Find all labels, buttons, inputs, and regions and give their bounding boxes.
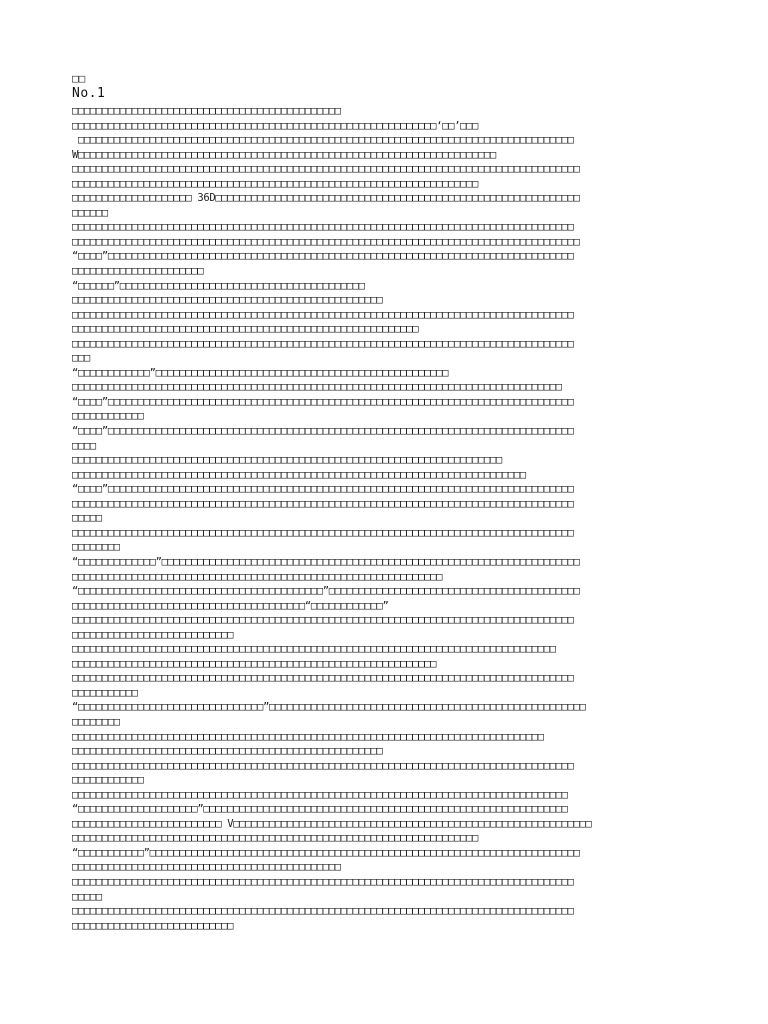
- text-line: □□□□□□□□□□□□□□□□□□□□□□□□□□□□□□□□□□□□□□□□□□□□□□□□□□□□□□□□□□□□□□□□□□□□□□□□□□□□□□□□□□□□: [72, 337, 574, 350]
- text-line: “□□□□□□□□□□□□□□□□□□□□”□□□□□□□□□□□□□□□□□□□□□□□□□□□□□□□□□□□□□□□□□□□□□□□□□□□□□□□□□□□□□: [72, 803, 568, 816]
- text-line: □□□□□□□□□□□□□□□□□□□□□□□□□□□□□□□□□□□□□□□□□□□□□□□□□□□□□□□□□□□□□□□□□□□□□□□□□□□□□□□□□□□□: [72, 308, 574, 321]
- text-line: □□□□□□□□□□□□□□□□□□□□□□□□□□□□□□□□□□□□□□□□□□□□□□□□□□□□□□□□□□□□□□□□□□□□□□□□□□□□□□□□□□□□: [72, 875, 574, 888]
- text-line: □□□□□□□□□□□□□□□□□□□□□□□□□□□□□□□□□□□□□□□□□□□□□□□□□□□□□□□□□□□□□□□□□□□□□□□□□□□□□□□□□□□□□: [72, 163, 580, 176]
- text-line: □□□□□□□□□□□□□□□□□□□□□□□□□□□□□□□□□□□□□□□“□□□□□□□□□□□□”: [72, 599, 389, 612]
- text-line: □□□□□□□□□□□: [72, 686, 138, 699]
- text-line: □□□□□: [72, 512, 102, 525]
- text-line: □□□□□□□□□□□□□□□□□□□□□□: [72, 265, 204, 278]
- text-line: “□□□□□□□□□□□□”□□□□□□□□□□□□□□□□□□□□□□□□□□□□□□□□□□□□□□□□□□□□□□□□□: [72, 366, 449, 379]
- text-line: □□□□□□□□□□□□: [72, 774, 144, 787]
- text-line: □□□□□□□□□□□□□□□□□□□□□□□□□□□□□□□□□□□□□□□□□□□□□□□□□□□□: [72, 294, 383, 307]
- text-line: □□□□□□□□□□□□□□□□□□□□□□□□□□□□□□□□□□□□□□□□□□□□□□□□□□□□□□□□□□□□□□: [72, 570, 443, 583]
- text-line: □□□□□□□□□□□□□□□□□□□□□□□□□□□□□□□□□□□□□□□□□□□□□□□□□□□□□□□□□□□□□□□□□□□□□□□□□□□□□□□□□□□□: [72, 759, 574, 772]
- text-line: □□□□□□□□: [72, 715, 120, 728]
- text-line: □□□□□□□□□□□□□□□□□□□□□□□□□□□□□□□□□□□□□□□□□□□□□□□□□□□□□□□□□□: [72, 323, 419, 336]
- document-number: No.1: [72, 86, 106, 101]
- text-line: □□□□□□□□□□□□□□□□□□□□□□□□□□□□□□□□□□□□□□□□□□□□□□□□□□□□□□□□□□□□□□□□□□□□□□□□□□□□□□□□□□□: [72, 788, 568, 801]
- text-line: □□□□□□□□□□□□□□□□□□□□□□□□□□□□□□□□□□□□□□□□□□□□□□□□□□□□: [72, 745, 383, 758]
- text-line: “□□□□□□□□□□□”□□□□□□□□□□□□□□□□□□□□□□□□□□□□□□□□□□□□□□□□□□□□□□□□□□□□□□□□□□□□□□□□□□□□□□□□: [72, 846, 580, 859]
- text-line: □□□□: [72, 439, 96, 452]
- text-line: □□□□□□□□□□□□□□□□□□□□□□□□□□□□□□□□□□□□□□□□□□□□□□□□□□□□□□□□□□□□□: [72, 657, 437, 670]
- text-line: □□□□□□□□□□□□□□□□□□□□□□□□□□□□□□□□□□□□□□□□□□□□□□□□□□□□□□□□□□□□□□□□□□□□□□□□□□□□□□□□□□□□: [72, 221, 574, 234]
- text-line: □□□□□□□□□□□□□□□□□□□□□□□□□□□□□□□□□□□□□□□□□□□□□□□□□□□□□□□□□□□□□□□□□□□□□□□□□□□□: [72, 468, 526, 481]
- text-line: □□□□□□□□□□□□□□□□□□□□□□□□□□□□□□□□□□□□□□□□□□□□□□□□□□□□□□□□□□□□□□□□□□□□□□□□□□□□□□□□□□□□: [72, 526, 574, 539]
- document-header: □□: [72, 72, 86, 85]
- document-body: [72, 104, 712, 933]
- text-line: “□□□□□□□□□□□□□□□□□□□□□□□□□□□□□□□□□□□□□□□□□”□□□□□□□□□□□□□□□□□□□□□□□□□□□□□□□□□□□□□□□□□□: [72, 585, 580, 598]
- text-line: “□□□□”□□□□□□□□□□□□□□□□□□□□□□□□□□□□□□□□□□□□□□□□□□□□□□□□□□□□□□□□□□□□□□□□□□□□□□□□□□□□□□: [72, 250, 574, 263]
- text-line: □□□□□□□□□□□□□□□□□□□□□□□□□□□□□□□□□□□□□□□□□□□□□: [72, 861, 341, 874]
- text-line: □□□□□□□□□□□□□□□□□□□□□□□□□□□□□□□□□□□□□□□□□□□□□□□□□□□□□□□□□□□□□□□□□□□□□□□□□□□□□□□□□□: [72, 381, 562, 394]
- text-line: □□□□□□□□□□□□□□□□□□□□□□□□□□□□□□□□□□□□□□□□□□□□□□□□□□□□□□□□□□□□□□□□□□□□□□□□□□□□□□□□□□□□□: [72, 235, 580, 248]
- text-line: □□□□□□□□□□□□□□□□□□□□□□□□□□□□□□□□□□□□□□□□□□□□□□□□□□□□□□□□□□□□□□□□□□□□□□□□□□□□□□□□□: [72, 643, 556, 656]
- text-line: □□□□□□□□□□□□□□□□□□□□□□□□□ V□□□□□□□□□□□□□□□□□□□□□□□□□□□□□□□□□□□□□□□□□□□□□□□□□□□□□□□□□□□□: [72, 817, 592, 830]
- text-line: □□□□□□□□□□□□□□□□□□□□ 36D□□□□□□□□□□□□□□□□□□□□□□□□□□□□□□□□□□□□□□□□□□□□□□□□□□□□□□□□□□□□□: [72, 192, 580, 205]
- text-line: □□□□□□□□: [72, 541, 120, 554]
- text-line: “□□□□□□□□□□□□□□□□□□□□□□□□□□□□□□□”□□□□□□□□□□□□□□□□□□□□□□□□□□□□□□□□□□□□□□□□□□□□□□□□□□□□□: [72, 701, 586, 714]
- text-line: □□□□□□□□□□□□□□□□□□□□□□□□□□□□□□□□□□□□□□□□□□□□□: [72, 105, 341, 117]
- text-line: □□□□□□: [72, 206, 108, 219]
- text-line: W□□□□□□□□□□□□□□□□□□□□□□□□□□□□□□□□□□□□□□□□□□□□□□□□□□□□□□□□□□□□□□□□□□□□□□: [72, 148, 496, 161]
- text-line: □□□□□: [72, 890, 102, 903]
- text-line: □□□□□□□□□□□□□□□□□□□□□□□□□□□□□□□□□□□□□□□□□□□□□□□□□□□□□□□□□□□□□□□□□□□□□□□□□□□□□□□□□□□□: [72, 614, 574, 627]
- text-line: □□□□□□□□□□□□□□□□□□□□□□□□□□□□□□□□□□□□□□□□□□□□□□□□□□□□□□□□□□□□□□□□□□□□: [72, 177, 479, 190]
- document-page: [72, 72, 712, 933]
- text-line: “□□□□□□”□□□□□□□□□□□□□□□□□□□□□□□□□□□□□□□□□□□□□□□□□: [72, 279, 365, 292]
- text-line: □□□□□□□□□□□□□□□□□□□□□□□□□□□: [72, 919, 234, 932]
- text-line: “□□□□”□□□□□□□□□□□□□□□□□□□□□□□□□□□□□□□□□□□□□□□□□□□□□□□□□□□□□□□□□□□□□□□□□□□□□□□□□□□□□□: [72, 395, 574, 408]
- text-line: □□□□□□□□□□□□□□□□□□□□□□□□□□□□□□□□□□□□□□□□□□□□□□□□□□□□□□□□□□□□□‘□□’□□□: [72, 119, 479, 132]
- text-line: “□□□□”□□□□□□□□□□□□□□□□□□□□□□□□□□□□□□□□□□□□□□□□□□□□□□□□□□□□□□□□□□□□□□□□□□□□□□□□□□□□□□: [72, 425, 574, 438]
- text-line: □□□□□□□□□□□□□□□□□□□□□□□□□□□□□□□□□□□□□□□□□□□□□□□□□□□□□□□□□□□□□□□□□□□□□□□□□□□□□□□□□□□: [72, 134, 574, 147]
- text-line: “□□□□”□□□□□□□□□□□□□□□□□□□□□□□□□□□□□□□□□□□□□□□□□□□□□□□□□□□□□□□□□□□□□□□□□□□□□□□□□□□□□□: [72, 483, 574, 496]
- text-line: □□□□□□□□□□□□□□□□□□□□□□□□□□□□□□□□□□□□□□□□□□□□□□□□□□□□□□□□□□□□□□□□□□□□□□□□□□□□□□□□□□□□: [72, 905, 574, 918]
- text-line: □□□□□□□□□□□□: [72, 410, 144, 423]
- text-line: □□□□□□□□□□□□□□□□□□□□□□□□□□□□□□□□□□□□□□□□□□□□□□□□□□□□□□□□□□□□□□□□□□□□: [72, 832, 479, 845]
- text-line: □□□□□□□□□□□□□□□□□□□□□□□□□□□: [72, 628, 234, 641]
- text-line: □□□: [72, 352, 90, 365]
- text-line: □□□□□□□□□□□□□□□□□□□□□□□□□□□□□□□□□□□□□□□□□□□□□□□□□□□□□□□□□□□□□□□□□□□□□□□□: [72, 454, 502, 467]
- text-line: “□□□□□□□□□□□□□”□□□□□□□□□□□□□□□□□□□□□□□□□□□□□□□□□□□□□□□□□□□□□□□□□□□□□□□□□□□□□□□□□□□□□□: [72, 555, 580, 568]
- text-line: □□□□□□□□□□□□□□□□□□□□□□□□□□□□□□□□□□□□□□□□□□□□□□□□□□□□□□□□□□□□□□□□□□□□□□□□□□□□□□□: [72, 730, 544, 743]
- text-line: □□□□□□□□□□□□□□□□□□□□□□□□□□□□□□□□□□□□□□□□□□□□□□□□□□□□□□□□□□□□□□□□□□□□□□□□□□□□□□□□□□□□: [72, 497, 574, 510]
- text-line: □□□□□□□□□□□□□□□□□□□□□□□□□□□□□□□□□□□□□□□□□□□□□□□□□□□□□□□□□□□□□□□□□□□□□□□□□□□□□□□□□□□□: [72, 672, 574, 685]
